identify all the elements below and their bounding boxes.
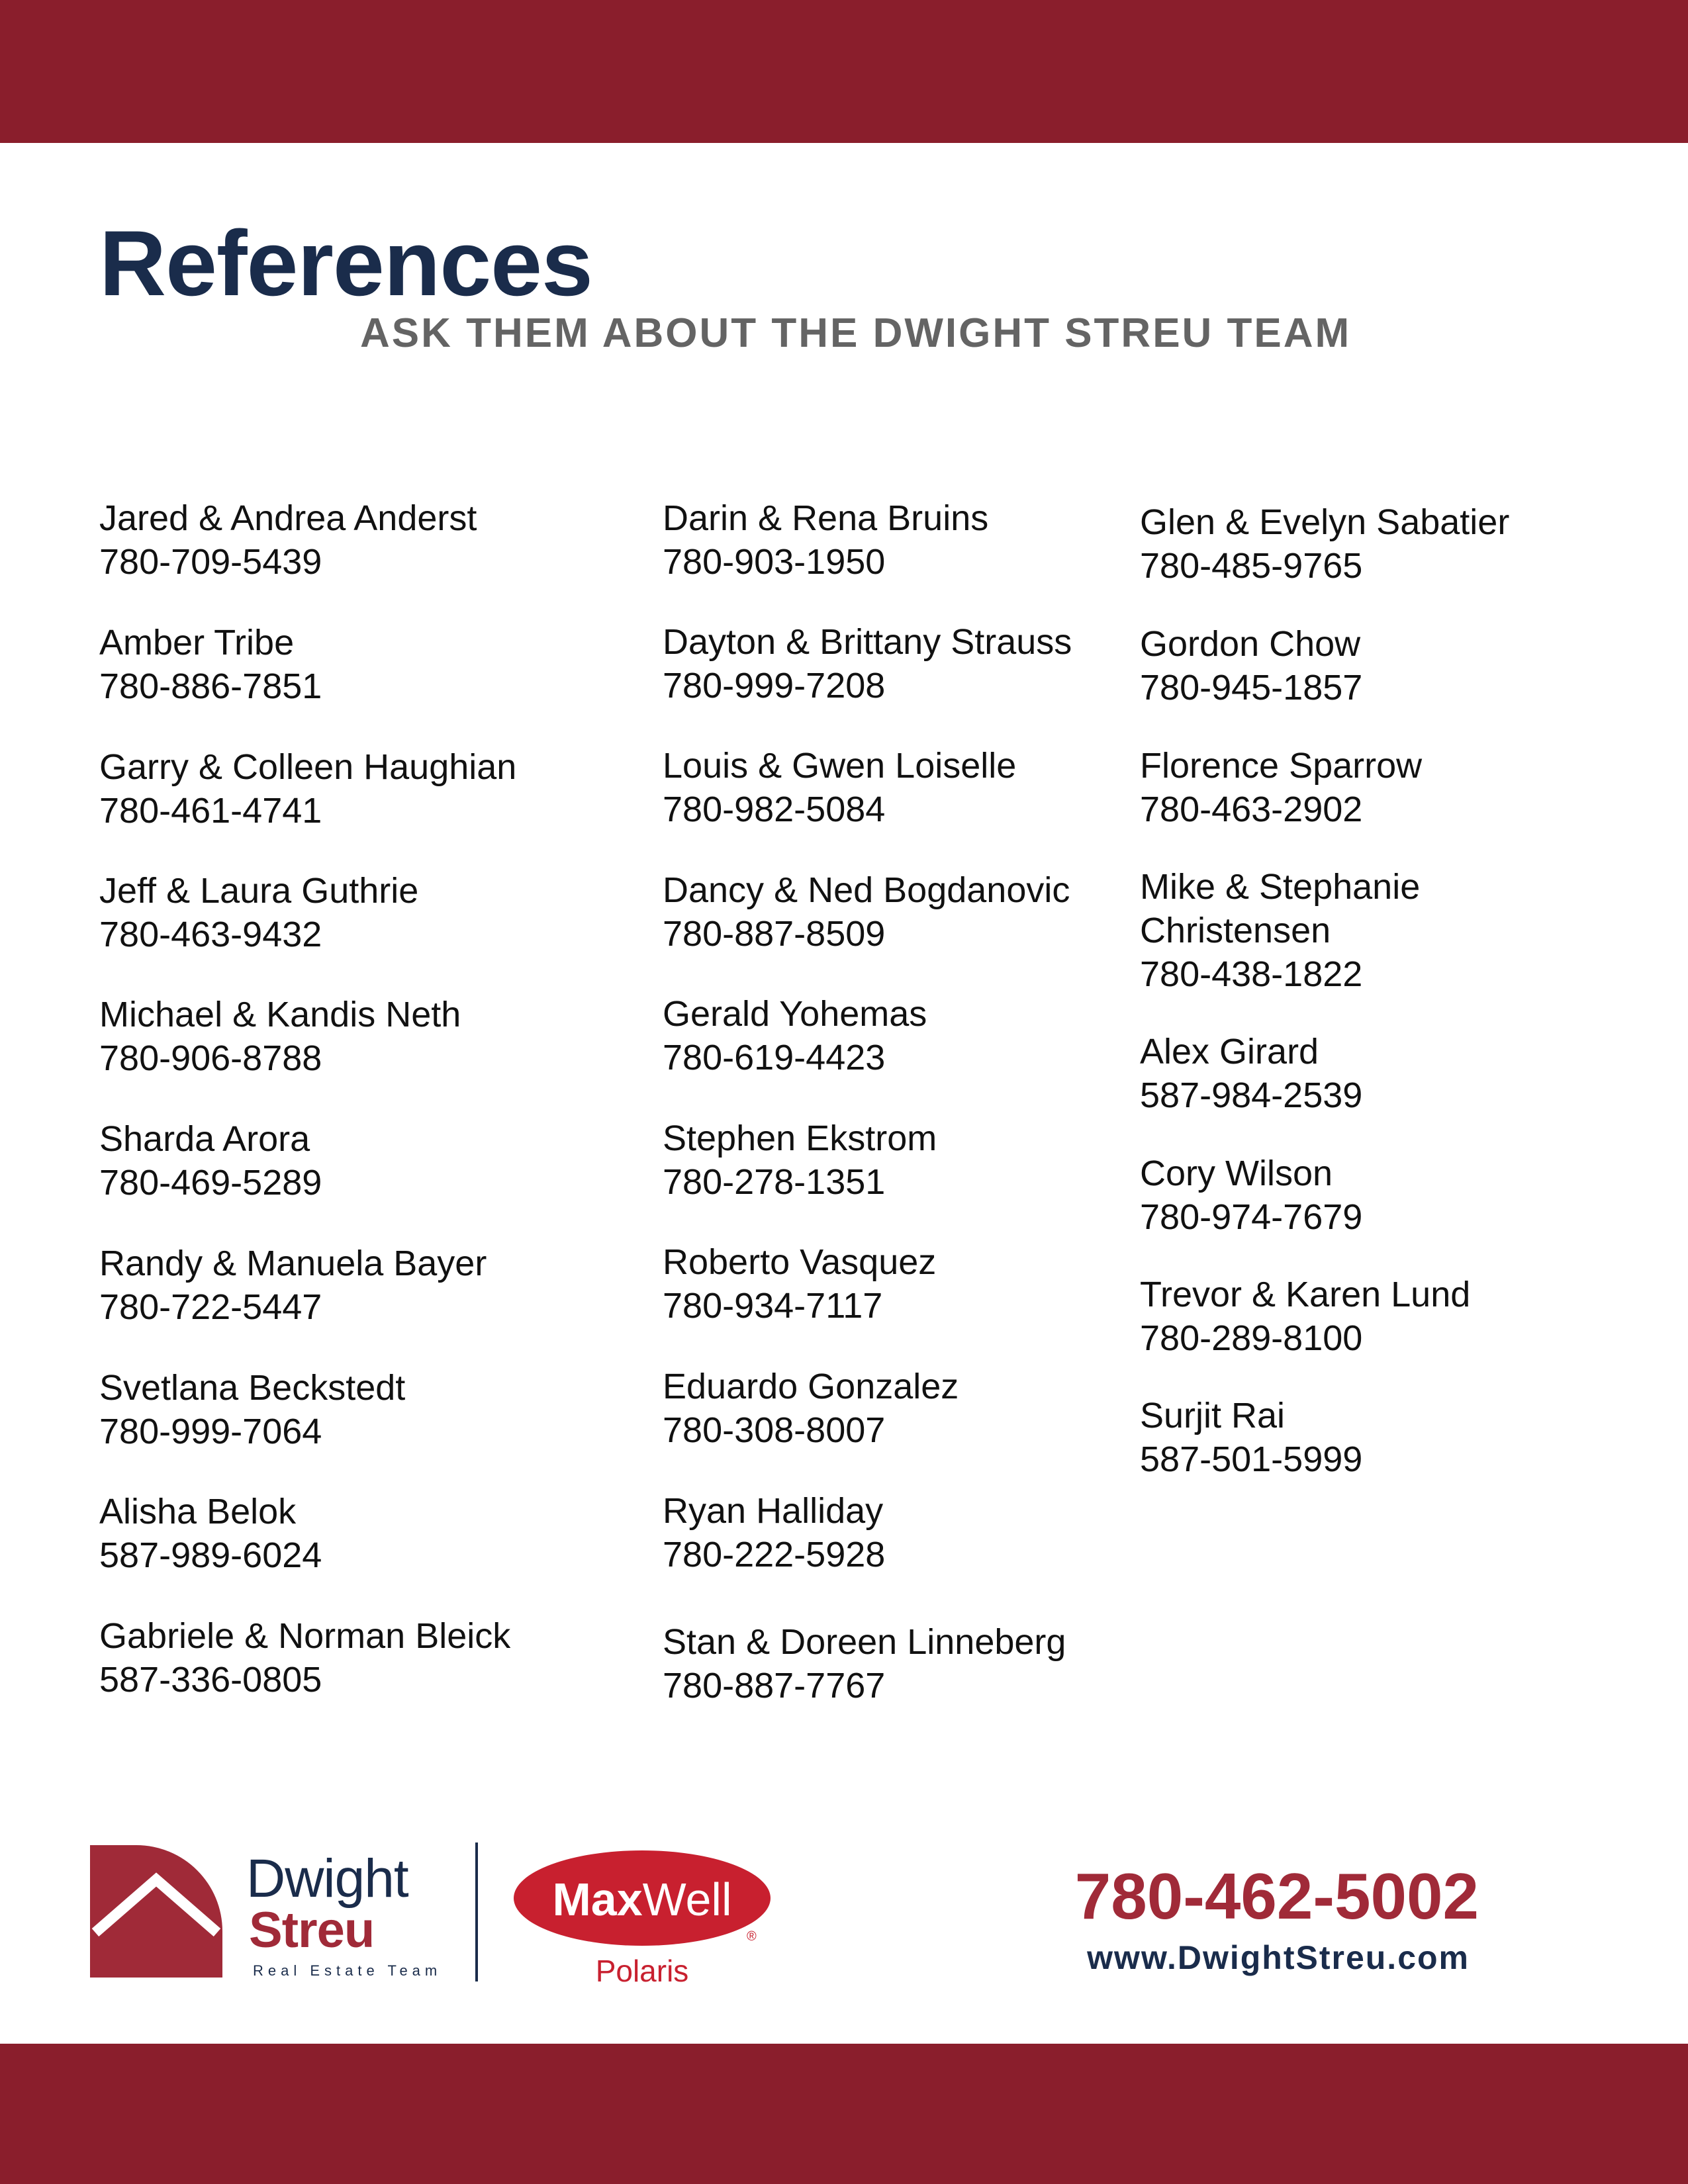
bottom-color-band <box>0 2044 1688 2184</box>
reference-name-line-2: Christensen <box>1140 911 1331 950</box>
reference-item <box>99 745 516 833</box>
reference-item <box>99 993 461 1080</box>
footer-phone-number[interactable]: 780-462-5002 <box>1074 1860 1479 1933</box>
reference-name: Ryan Halliday <box>663 1491 884 1531</box>
brand-name-dwight: Dwight <box>246 1848 408 1909</box>
reference-phone: 780-887-8509 <box>663 914 886 954</box>
maxwell-polaris-label: Polaris <box>595 1954 689 1988</box>
registered-mark: ® <box>747 1929 757 1944</box>
reference-name: Florence Sparrow <box>1140 746 1423 786</box>
reference-item <box>663 496 988 584</box>
reference-name: Darin & Rena Bruins <box>663 498 989 538</box>
maxwell-logo-text-max: Max <box>552 1874 643 1925</box>
reference-phone: 780-945-1857 <box>1140 668 1363 707</box>
reference-name: Jeff & Laura Guthrie <box>99 871 419 911</box>
reference-name: Dancy & Ned Bogdanovic <box>663 870 1070 910</box>
reference-phone: 780-463-9432 <box>99 915 322 954</box>
reference-name: Michael & Kandis Neth <box>99 995 461 1034</box>
reference-name: Dayton & Brittany Strauss <box>663 622 1072 662</box>
reference-item <box>99 869 418 956</box>
reference-phone: 780-906-8788 <box>99 1038 322 1078</box>
page-title: References <box>99 211 592 315</box>
page-subtitle: ASK THEM ABOUT THE DWIGHT STREU TEAM <box>360 310 1352 356</box>
brand-tagline: Real Estate Team <box>253 1962 442 1979</box>
reference-item <box>663 1365 959 1452</box>
reference-phone: 780-999-7064 <box>99 1412 322 1451</box>
reference-name: Stephen Ekstrom <box>663 1118 937 1158</box>
reference-phone: 587-336-0805 <box>99 1660 322 1700</box>
reference-name: Sharda Arora <box>99 1119 310 1159</box>
reference-name: Mike & Stephanie <box>1140 867 1421 907</box>
reference-item <box>99 1490 322 1577</box>
reference-phone: 780-461-4741 <box>99 791 322 831</box>
reference-item <box>99 621 322 708</box>
reference-name: Roberto Vasquez <box>663 1242 937 1282</box>
reference-name: Svetlana Beckstedt <box>99 1368 406 1408</box>
reference-name: Alex Girard <box>1140 1032 1319 1071</box>
dwight-streu-house-logo-icon <box>90 1845 222 1978</box>
reference-item <box>1140 865 1420 996</box>
reference-name: Amber Tribe <box>99 623 295 662</box>
reference-phone: 780-485-9765 <box>1140 546 1363 586</box>
reference-name: Louis & Gwen Loiselle <box>663 746 1017 786</box>
reference-item <box>99 496 477 584</box>
reference-item <box>99 1614 510 1702</box>
reference-item <box>663 1240 936 1328</box>
reference-phone: 780-619-4423 <box>663 1038 886 1077</box>
reference-name: Cory Wilson <box>1140 1154 1333 1193</box>
reference-item <box>99 1117 322 1205</box>
reference-phone: 780-709-5439 <box>99 542 322 582</box>
reference-phone: 587-989-6024 <box>99 1535 322 1575</box>
top-color-band <box>0 0 1688 143</box>
reference-phone: 780-289-8100 <box>1140 1318 1363 1358</box>
maxwell-logo-text <box>512 1873 772 1926</box>
reference-phone: 780-278-1351 <box>663 1162 886 1202</box>
reference-item <box>663 1116 937 1204</box>
reference-name: Gordon Chow <box>1140 624 1361 664</box>
reference-phone: 780-222-5928 <box>663 1535 886 1574</box>
reference-name: Stan & Doreen Linneberg <box>663 1622 1066 1662</box>
reference-phone: 780-974-7679 <box>1140 1197 1363 1237</box>
reference-name: Jared & Andrea Anderst <box>99 498 477 538</box>
reference-phone: 780-887-7767 <box>663 1666 886 1706</box>
reference-phone: 587-501-5999 <box>1140 1439 1363 1479</box>
reference-name: Eduardo Gonzalez <box>663 1367 959 1406</box>
reference-phone: 780-934-7117 <box>663 1286 883 1326</box>
reference-item <box>663 1489 885 1576</box>
reference-item <box>1140 1394 1362 1481</box>
reference-phone: 587-984-2539 <box>1140 1075 1363 1115</box>
reference-item <box>663 620 1072 707</box>
reference-item <box>1140 1273 1470 1360</box>
reference-phone: 780-886-7851 <box>99 666 322 706</box>
reference-item <box>1140 622 1362 709</box>
reference-phone: 780-463-2902 <box>1140 790 1363 829</box>
reference-name: Surjit Rai <box>1140 1396 1286 1435</box>
reference-item <box>1140 1152 1362 1239</box>
footer-divider <box>475 1843 478 1981</box>
reference-name: Alisha Belok <box>99 1492 297 1531</box>
brand-name-streu: Streu <box>249 1902 375 1958</box>
reference-item <box>99 1366 405 1453</box>
reference-item <box>1140 500 1509 588</box>
reference-name: Garry & Colleen Haughian <box>99 747 517 787</box>
reference-phone: 780-308-8007 <box>663 1410 886 1450</box>
reference-name: Gerald Yohemas <box>663 994 927 1034</box>
reference-phone: 780-469-5289 <box>99 1163 322 1203</box>
reference-phone: 780-982-5084 <box>663 790 886 829</box>
reference-item <box>1140 744 1422 831</box>
reference-item <box>99 1242 487 1329</box>
reference-phone: 780-999-7208 <box>663 666 886 705</box>
reference-item <box>663 744 1016 831</box>
reference-item <box>1140 1030 1362 1117</box>
reference-name: Glen & Evelyn Sabatier <box>1140 502 1510 542</box>
reference-name: Trevor & Karen Lund <box>1140 1275 1471 1314</box>
footer-website-link[interactable]: www.DwightStreu.com <box>1087 1939 1470 1976</box>
maxwell-logo-text-well: Well <box>642 1874 732 1925</box>
reference-item <box>663 992 927 1079</box>
reference-phone: 780-722-5447 <box>99 1287 322 1327</box>
reference-item <box>663 1620 1066 1707</box>
reference-name: Gabriele & Norman Bleick <box>99 1616 511 1656</box>
reference-item <box>663 868 1070 956</box>
reference-phone: 780-903-1950 <box>663 542 886 582</box>
reference-phone: 780-438-1822 <box>1140 954 1363 994</box>
reference-name: Randy & Manuela Bayer <box>99 1244 487 1283</box>
